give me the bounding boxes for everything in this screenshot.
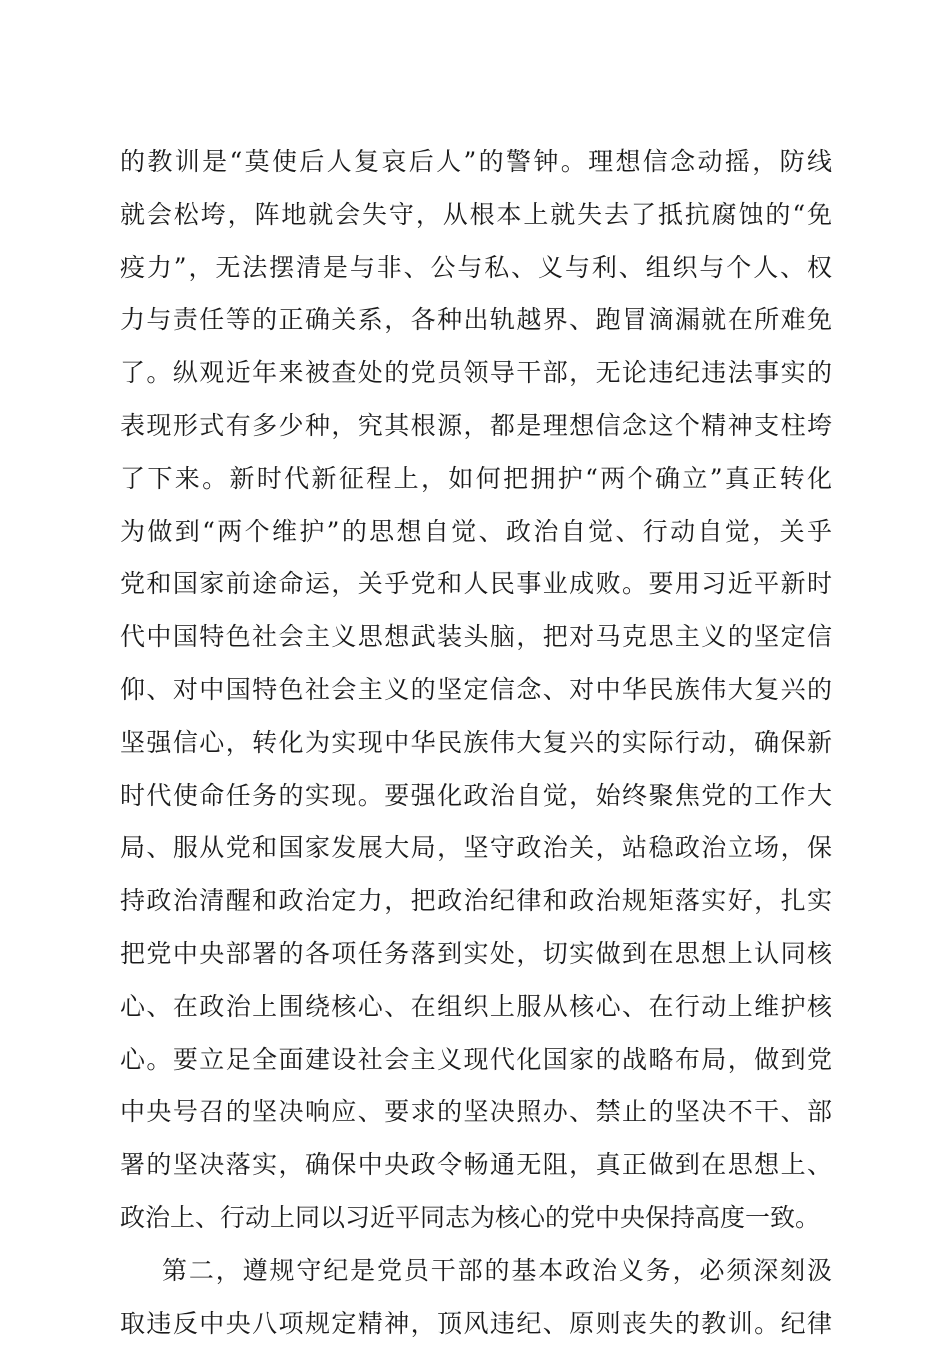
- text-line: 就会松垮，阵地就会失守，从根本上就失去了抵抗腐蚀的“免: [120, 199, 832, 229]
- text-line: 取违反中央八项规定精神，顶风违纪、原则丧失的教训。纪律: [120, 1308, 832, 1338]
- body-text: [120, 136, 832, 1350]
- text-line: 为做到“两个维护”的思想自觉、政治自觉、行动自觉，关乎: [120, 516, 832, 546]
- text-line: 中央号召的坚决响应、要求的坚决照办、禁止的坚决不干、部: [120, 1097, 832, 1127]
- text-line: 心。要立足全面建设社会主义现代化国家的战略布局，做到党: [120, 1044, 832, 1074]
- text-line: 代中国特色社会主义思想武装头脑，把对马克思主义的坚定信: [120, 622, 832, 652]
- text-line: 了。纵观近年来被查处的党员领导干部，无论违纪违法事实的: [120, 358, 832, 388]
- text-line: 时代使命任务的实现。要强化政治自觉，始终聚焦党的工作大: [120, 780, 832, 810]
- text-line: 局、服从党和国家发展大局，坚守政治关，站稳政治立场，保: [120, 833, 832, 863]
- paragraph-start-line: 第二，遵规守纪是党员干部的基本政治义务，必须深刻汲: [162, 1255, 832, 1285]
- text-line: 了下来。新时代新征程上，如何把拥护“两个确立”真正转化: [120, 463, 832, 493]
- text-line: 把党中央部署的各项任务落到实处，切实做到在思想上认同核: [120, 938, 832, 968]
- text-line: 力与责任等的正确关系，各种出轨越界、跑冒滴漏就在所难免: [120, 305, 832, 335]
- paragraph-end-line: 政治上、行动上同以习近平同志为核心的党中央保持高度一致。: [120, 1202, 821, 1232]
- text-line: 表现形式有多少种，究其根源，都是理想信念这个精神支柱垮: [120, 410, 832, 440]
- text-line: 疫力”，无法摆清是与非、公与私、义与利、组织与个人、权: [120, 252, 832, 282]
- text-line: 党和国家前途命运，关乎党和人民事业成败。要用习近平新时: [120, 569, 832, 599]
- text-line: 的教训是“莫使后人复哀后人”的警钟。理想信念动摇，防线: [120, 147, 832, 176]
- text-line: 心、在政治上围绕核心、在组织上服从核心、在行动上维护核: [120, 991, 832, 1021]
- text-line: 持政治清醒和政治定力，把政治纪律和政治规矩落实好，扎实: [120, 886, 832, 916]
- text-line: 署的坚决落实，确保中央政令畅通无阻，真正做到在思想上、: [120, 1150, 832, 1180]
- text-line: 坚强信心，转化为实现中华民族伟大复兴的实际行动，确保新: [120, 727, 832, 757]
- text-line: 仰、对中国特色社会主义的坚定信念、对中华民族伟大复兴的: [120, 674, 832, 704]
